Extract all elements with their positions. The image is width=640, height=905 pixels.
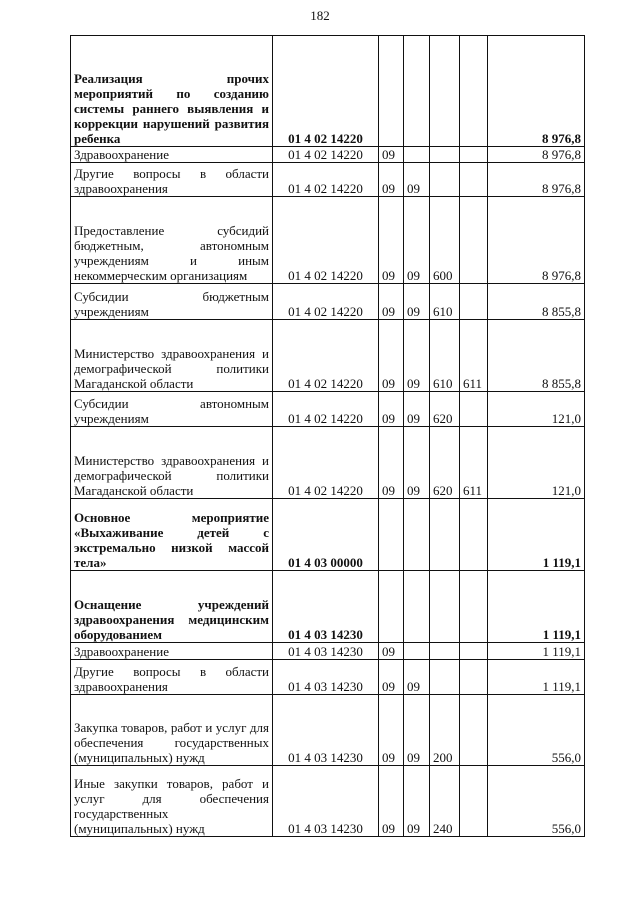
- section-code: [379, 36, 404, 147]
- section-code: 09: [379, 197, 404, 284]
- target-article-code: 01 4 02 14220: [273, 284, 379, 320]
- table-row: [71, 392, 585, 427]
- row-name: Иные закупки товаров, работ и услуг для обеспечения государственных (муниципальных) нужд: [71, 766, 273, 837]
- expense-type-code: [430, 147, 460, 163]
- target-article-code: 01 4 03 14230: [273, 571, 379, 643]
- ministry-code: [460, 571, 488, 643]
- subsection-code: [404, 499, 430, 571]
- expense-type-code: [430, 499, 460, 571]
- subsection-code: [404, 643, 430, 660]
- expense-type-code: 620: [430, 392, 460, 427]
- row-name: Предоставление субсидий бюджетным, автономным учреждениям и иным некоммерческим организациям: [71, 197, 273, 284]
- table-row: [71, 163, 585, 197]
- subsection-code: [404, 147, 430, 163]
- amount: 1 119,1: [488, 660, 585, 695]
- amount: 121,0: [488, 392, 585, 427]
- table-row: [71, 197, 585, 284]
- row-name: Субсидии автономным учреждениям: [71, 392, 273, 427]
- subsection-code: 09: [404, 660, 430, 695]
- row-name: Оснащение учреждений здравоохранения медицинским оборудованием: [71, 571, 273, 643]
- target-article-code: 01 4 03 14230: [273, 643, 379, 660]
- row-name: Министерство здравоохранения и демографической политики Магаданской области: [71, 320, 273, 392]
- table-row: [71, 695, 585, 766]
- row-name: Другие вопросы в области здравоохранения: [71, 163, 273, 197]
- subsection-code: 09: [404, 320, 430, 392]
- subsection-code: 09: [404, 695, 430, 766]
- ministry-code: [460, 163, 488, 197]
- target-article-code: 01 4 02 14220: [273, 163, 379, 197]
- ministry-code: [460, 197, 488, 284]
- section-code: [379, 571, 404, 643]
- amount: 556,0: [488, 695, 585, 766]
- table-row: [71, 571, 585, 643]
- page-number: 182: [310, 8, 330, 23]
- section-code: 09: [379, 392, 404, 427]
- row-name: Министерство здравоохранения и демографической политики Магаданской области: [71, 427, 273, 499]
- target-article-code: 01 4 02 14220: [273, 197, 379, 284]
- ministry-code: [460, 392, 488, 427]
- subsection-code: 09: [404, 427, 430, 499]
- amount: 8 855,8: [488, 320, 585, 392]
- expense-type-code: 610: [430, 284, 460, 320]
- row-name: Субсидии бюджетным учреждениям: [71, 284, 273, 320]
- subsection-code: 09: [404, 284, 430, 320]
- amount: 121,0: [488, 427, 585, 499]
- section-code: 09: [379, 147, 404, 163]
- row-name: Закупка товаров, работ и услуг для обеспечения государственных (муниципальных) нужд: [71, 695, 273, 766]
- table-row: [71, 36, 585, 147]
- budget-table: [70, 35, 585, 837]
- amount: 556,0: [488, 766, 585, 837]
- row-name: Реализация прочих мероприятий по созданию системы раннего выявления и коррекции нарушений развития ребенка: [71, 36, 273, 147]
- subsection-code: 09: [404, 392, 430, 427]
- target-article-code: 01 4 02 14220: [273, 427, 379, 499]
- amount: 8 976,8: [488, 197, 585, 284]
- expense-type-code: [430, 36, 460, 147]
- ministry-code: [460, 499, 488, 571]
- expense-type-code: 200: [430, 695, 460, 766]
- expense-type-code: [430, 643, 460, 660]
- target-article-code: 01 4 03 14230: [273, 766, 379, 837]
- ministry-code: [460, 284, 488, 320]
- section-code: 09: [379, 320, 404, 392]
- expense-type-code: 240: [430, 766, 460, 837]
- ministry-code: [460, 36, 488, 147]
- target-article-code: 01 4 02 14220: [273, 392, 379, 427]
- amount: 8 976,8: [488, 36, 585, 147]
- section-code: 09: [379, 695, 404, 766]
- table-row: [71, 766, 585, 837]
- table-row: [71, 427, 585, 499]
- ministry-code: [460, 147, 488, 163]
- subsection-code: [404, 36, 430, 147]
- expense-type-code: 620: [430, 427, 460, 499]
- subsection-code: 09: [404, 163, 430, 197]
- ministry-code: [460, 695, 488, 766]
- table-row: [71, 320, 585, 392]
- ministry-code: [460, 660, 488, 695]
- table-row: [71, 147, 585, 163]
- section-code: 09: [379, 660, 404, 695]
- table-row: [71, 499, 585, 571]
- amount: 1 119,1: [488, 571, 585, 643]
- section-code: 09: [379, 284, 404, 320]
- table-row: [71, 643, 585, 660]
- ministry-code: 611: [460, 320, 488, 392]
- target-article-code: 01 4 03 14230: [273, 660, 379, 695]
- row-name: Основное мероприятие «Выхаживание детей с экстремально низкой массой тела»: [71, 499, 273, 571]
- subsection-code: 09: [404, 766, 430, 837]
- table-row: [71, 284, 585, 320]
- section-code: 09: [379, 163, 404, 197]
- section-code: 09: [379, 427, 404, 499]
- subsection-code: [404, 571, 430, 643]
- row-name: Здравоохранение: [71, 643, 273, 660]
- section-code: 09: [379, 643, 404, 660]
- amount: 8 855,8: [488, 284, 585, 320]
- target-article-code: 01 4 02 14220: [273, 320, 379, 392]
- amount: 8 976,8: [488, 163, 585, 197]
- target-article-code: 01 4 03 14230: [273, 695, 379, 766]
- target-article-code: 01 4 02 14220: [273, 36, 379, 147]
- expense-type-code: 610: [430, 320, 460, 392]
- section-code: [379, 499, 404, 571]
- expense-type-code: 600: [430, 197, 460, 284]
- amount: 1 119,1: [488, 643, 585, 660]
- ministry-code: [460, 643, 488, 660]
- expense-type-code: [430, 163, 460, 197]
- subsection-code: 09: [404, 197, 430, 284]
- table-row: [71, 660, 585, 695]
- ministry-code: [460, 766, 488, 837]
- expense-type-code: [430, 660, 460, 695]
- ministry-code: 611: [460, 427, 488, 499]
- target-article-code: 01 4 02 14220: [273, 147, 379, 163]
- target-article-code: 01 4 03 00000: [273, 499, 379, 571]
- row-name: Здравоохранение: [71, 147, 273, 163]
- expense-type-code: [430, 571, 460, 643]
- amount: 8 976,8: [488, 147, 585, 163]
- amount: 1 119,1: [488, 499, 585, 571]
- section-code: 09: [379, 766, 404, 837]
- row-name: Другие вопросы в области здравоохранения: [71, 660, 273, 695]
